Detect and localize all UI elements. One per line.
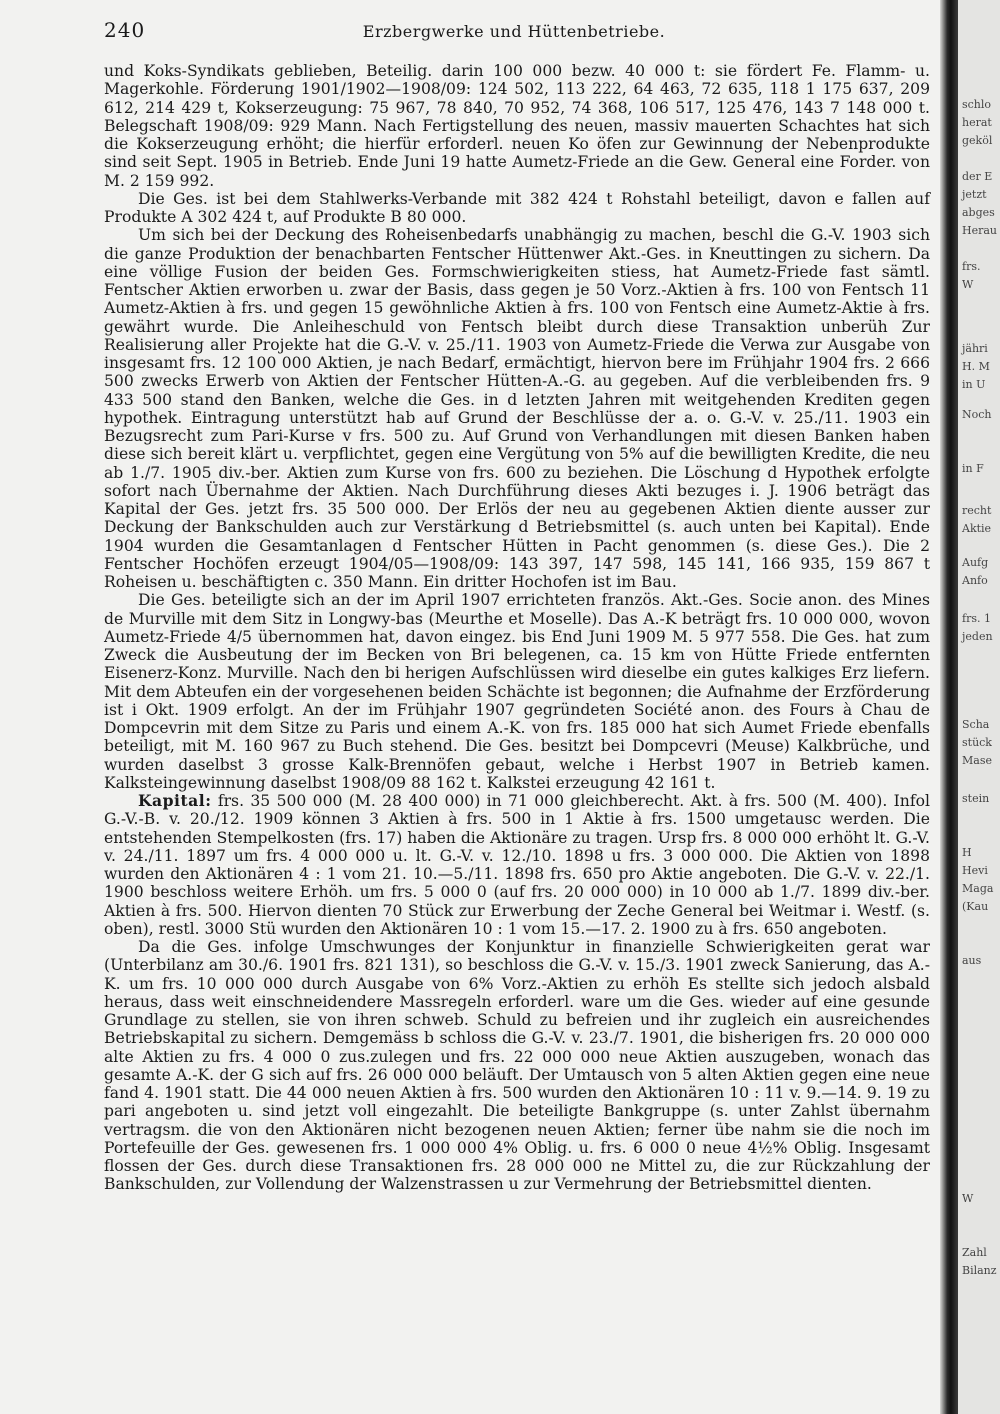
page-number: 240 — [104, 18, 146, 42]
next-page-fragment: W — [962, 1192, 974, 1205]
next-page-fragment: stück — [962, 736, 992, 749]
next-page-fragment: herat — [962, 116, 992, 129]
next-page-fragment: Herau — [962, 224, 998, 237]
next-page-edge — [958, 0, 1000, 1414]
next-page-fragment: jetzt — [962, 188, 987, 201]
next-page-fragment: Mase — [962, 754, 992, 767]
next-page-fragment: recht — [962, 504, 992, 517]
next-page-fragment: Scha — [962, 718, 990, 731]
next-page-fragment: der E — [962, 170, 993, 183]
next-page-fragment: geköl — [962, 134, 993, 147]
next-page-fragment: Hevi — [962, 864, 988, 877]
next-page-fragment: Maga — [962, 882, 994, 895]
next-page-fragment: aus — [962, 954, 982, 967]
paragraph-kapital — [104, 792, 930, 938]
next-page-fragment: H — [962, 846, 972, 859]
next-page-fragment: Noch — [962, 408, 992, 421]
book-gutter — [940, 0, 958, 1414]
next-page-fragment: in U — [962, 378, 986, 391]
next-page-fragment: stein — [962, 792, 990, 805]
page-header — [104, 18, 924, 44]
next-page-fragment: H. M — [962, 360, 990, 373]
next-page-fragment: abges — [962, 206, 995, 219]
next-page-fragment: schlo — [962, 98, 992, 111]
next-page-fragment: W — [962, 278, 974, 291]
kapital-text: frs. 35 500 000 (M. 28 400 000) in 71 000 gleichberecht. Akt. à frs. 500 (M. 400). Infol G.-V.-B. v. 20./12. 1909 können 3 Aktien à frs. 500 in 1 Aktie à frs. 1500 umgetausc werden. Die entstehenden Stempelkosten (frs. 17) haben die Aktionäre zu tragen. Ursp frs. 8 000 000 erhöht lt. G.-V. v. 24./11. 1897 um frs. 4 000 000 u. lt. G.-V. v. 12./10. 1898 u frs. 3 000 000. Die Aktien von 1898 wurden den Aktionären 4 : 1 vom 21. 10.—5./11. 1898 frs. 650 pro Aktie angeboten. Die G.-V. v. 22./1. 1900 beschloss weitere Erhöh. um frs. 5 000 0 (auf frs. 20 000 000) in 10 000 ab 1./7. 1899 div.-ber. Aktien à frs. 500. Hiervon dienten 70 Stück zur Erwerbung der Zeche General bei Weitmar i. Westf. (s. oben), restl. 3000 Stü wurden den Aktionären 10 : 1 vom 15.—17. 2. 1900 zu à frs. 650 angeboten. — [104, 792, 930, 938]
next-page-fragment: jähri — [962, 342, 988, 355]
paragraph-stahlwerksverband: Die Ges. ist bei dem Stahlwerks-Verbande mit 382 424 t Rohstahl beteiligt, davon e fallen auf Produkte A 302 424 t, auf Produkte B 80 000. — [104, 189, 930, 226]
next-page-fragment: (Kau — [962, 900, 989, 913]
next-page-fragment: frs. — [962, 260, 981, 273]
next-page-fragment: frs. 1 — [962, 612, 991, 625]
next-page-fragment: Aktie — [962, 522, 992, 535]
next-page-fragment: Anfo — [962, 574, 988, 587]
next-page-fragment: in F — [962, 462, 984, 475]
paragraph-fentsch: Um sich bei der Deckung des Roheisenbedarfs unabhängig zu machen, beschl die G.-V. 1903 sich die ganze Produktion der benachbarten Fentscher Hüttenwer Akt.-Ges. in Kneuttingen zu sichern. Da eine völlige Fusion der beiden Ges. Formschwierigkeiten stiess, hat Aumetz-Friede fast sämtl. Fentscher Aktien erworben u. zwar der Basis, dass gegen je 50 Vorz.-Aktien à frs. 100 von Fentsch 11 Aumetz-Aktien à frs. und gegen 15 gewöhnliche Aktien à frs. 100 von Fentsch eine Aumetz-Aktie à frs. gewährt wurde. Die Anleiheschuld von Fentsch bleibt durch diese Transaktion unberüh Zur Realisierung aller Projekte hat die G.-V. v. 25./11. 1903 von Aumetz-Friede die Verwa zur Ausgabe von insgesamt frs. 12 100 000 Aktien, je nach Bedarf, ermächtigt, hiervon bere im Frühjahr 1904 frs. 2 666 500 zwecks Erwerb von Aktien der Fentscher Hütten-A.-G. au gegeben. Auf die verbleibenden frs. 9 433 500 stand den Banken, welche die Ges. in d letzten Jahren mit weitgehenden Krediten gegen hypothek. Eintragung unterstützt hab auf Grund der Beschlüsse der a. o. G.-V. v. 25./11. 1903 ein Bezugsrecht zum Pari-Kurse v frs. 500 zu. Auf Grund von Verhandlungen mit diesen Banken haben diese sich bereit klärt u. verpflichtet, gegen eine Vergütung von 5% auf die bewilligten Kredite, die neu ab 1./7. 1905 div.-ber. Aktien zum Kurse von frs. 600 zu beziehen. Die Löschung d Hypothek erfolgte sofort nach Übernahme der Aktien. Nach Durchführung dieses Akti bezuges i. J. 1906 beträgt das Kapital der Ges. jetzt frs. 35 500 000. Der Erlös der neu au gegebenen Aktien diente ausser zur Deckung der Bankschulden auch zur Verstärkung d Betriebsmittel (s. auch unten bei Kapital). Ende 1904 wurden die Gesamtanlagen d Fentscher Hütten in Pacht genommen (s. diese Ges.). Die 2 Fentscher Hochöfen erzeugt 1904/05—1908/09: 143 397, 147 598, 145 141, 166 935, 159 867 t Roheisen u. beschäftigten c. 350 Mann. Ein dritter Hochofen ist im Bau. — [104, 226, 930, 591]
paragraph-murville: Die Ges. beteiligte sich an der im April 1907 errichteten französ. Akt.-Ges. Socie anon. des Mines de Murville mit dem Sitz in Longwy-bas (Meurthe et Moselle). Das A.-K beträgt frs. 10 000 000, wovon Aumetz-Friede 4/5 übernommen hat, davon eingez. bis End Juni 1909 M. 5 977 558. Die Ges. hat zum Zweck die Ausbeutung der im Becken von Bri belegenen, ca. 15 km von Hütte Friede entfernten Eisenerz-Konz. Murville. Nach den bi herigen Aufschlüssen wird dieselbe ein gutes kalkiges Erz liefern. Mit dem Abteufen ein der vorgesehenen beiden Schächte ist begonnen; die Aufnahme der Erzförderung ist i Okt. 1909 erfolgt. An der im Frühjahr 1907 gegründeten Société anon. des Fours à Chau de Dompcevrin mit dem Sitze zu Paris und einem A.-K. von frs. 185 000 hat sich Aumet Friede ebenfalls beteiligt, mit M. 160 967 zu Buch stehend. Die Ges. besitzt bei Dompcevri (Meuse) Kalkbrüche, und wurden daselbst 3 grosse Kalk-Brennöfen gebaut, welche i Herbst 1907 in Betrieb kamen. Kalksteingewinnung daselbst 1908/09 88 162 t. Kalkstei erzeugung 42 161 t. — [104, 591, 930, 792]
kapital-label: Kapital: — [138, 791, 212, 810]
next-page-fragment: jeden — [962, 630, 993, 643]
next-page-fragment: Aufg — [962, 556, 989, 569]
next-page-fragment: Zahl — [962, 1246, 987, 1259]
paragraph-syndikat: und Koks-Syndikats geblieben, Beteilig. darin 100 000 bezw. 40 000 t: sie fördert Fe. Flamm- u. Magerkohle. Förderung 1901/1902—1908/09: 124 502, 113 222, 64 463, 72 635, 118 1 175 637, 209 612, 214 429 t, Kokserzeugung: 75 967, 78 840, 70 952, 74 368, 106 517, 125 476, 143 7 148 000 t. Belegschaft 1908/09: 929 Mann. Nach Fertigstellung des neuen, massiv mauerten Schachtes hat sich die Kokserzeugung erhöht; die hierfür erforderl. neuen Ko öfen zur Gewinnung der Nebenprodukte sind seit Sept. 1905 in Betrieb. Ende Juni 19 hatte Aumetz-Friede an die Gew. General eine Forder. von M. 2 159 992. — [104, 62, 930, 190]
running-title: Erzbergwerke und Hüttenbetriebe. — [362, 22, 666, 41]
paragraph-sanierung: Da die Ges. infolge Umschwunges der Konjunktur in finanzielle Schwierigkeiten gerat war (Unterbilanz am 30./6. 1901 frs. 821 131), so beschloss die G.-V. v. 15./3. 1901 zweck Sanierung, das A.-K. um frs. 10 000 000 durch Ausgabe von 6% Vorz.-Aktien zu erhöh Es stellte sich jedoch alsbald heraus, dass weit einschneidendere Massregeln erforderl. ware um die Ges. wieder auf eine gesunde Grundlage zu stellen, sie von ihren schweb. Schuld zu befreien und ihr zugleich ein ausreichendes Betriebskapital zu sichern. Demgemäss b schloss die G.-V. v. 23./7. 1901, die bisherigen frs. 20 000 000 alte Aktien zu frs. 4 000 0 zus.zulegen und frs. 22 000 000 neue Aktien auszugeben, wonach das gesamte A.-K. der G sich auf frs. 26 000 000 beläuft. Der Umtausch von 5 alten Aktien gegen eine neue fand 4. 1901 statt. Die 44 000 neuen Aktien à frs. 500 wurden den Aktionären 10 : 11 v. 9.—14. 9. 19 zu pari angeboten u. sind jetzt voll eingezahlt. Die beteiligte Bankgruppe (s. unter Zahlst übernahm vertragsm. die von den Aktionären nicht bezogenen neuen Aktien; ferner übe nahm sie die noch im Portefeuille der Ges. gewesenen frs. 1 000 000 4% Oblig. u. frs. 6 000 0 neue 4½% Oblig. Insgesamt flossen der Ges. durch diese Transaktionen frs. 28 000 000 ne Mittel zu, die zur Rückzahlung der Bankschulden, zur Vollendung der Walzenstrassen u zur Vermehrung der Betriebsmittel dienten. — [104, 938, 930, 1194]
body-text — [104, 62, 930, 1194]
next-page-fragment: Bilanz — [962, 1264, 997, 1277]
